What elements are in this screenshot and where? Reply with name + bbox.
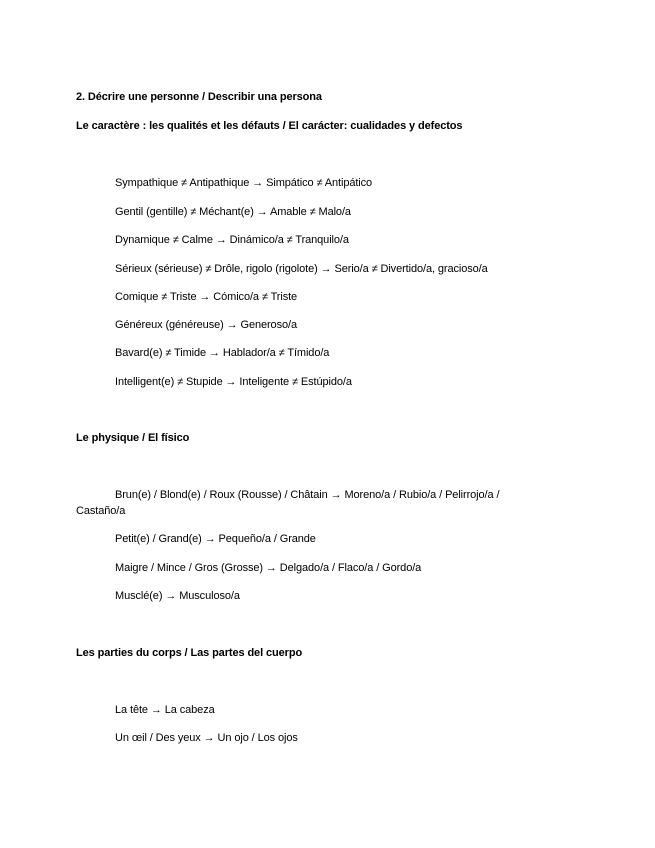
caractere-item: Intelligent(e) ≠ Stupide → Inteligente ≠ Estúpido/a [115, 376, 352, 388]
physique-item: Maigre / Mince / Gros (Grosse) → Delgado/a / Flaco/a / Gordo/a [115, 562, 422, 574]
caractere-item: Généreux (généreuse) → Generoso/a [115, 319, 297, 331]
caractere-item: Comique ≠ Triste → Cómico/a ≠ Triste [115, 291, 298, 303]
section-title: 2. Décrire une personne / Describir una persona [76, 91, 322, 103]
corps-item: La tête → La cabeza [115, 704, 215, 716]
caractere-item: Gentil (gentille) ≠ Méchant(e) → Amable ≠ Malo/a [115, 206, 351, 218]
physique-heading: Le physique / El físico [76, 432, 190, 444]
corps-item: Un œil / Des yeux → Un ojo / Los ojos [115, 732, 298, 744]
physique-item: Petit(e) / Grand(e) → Pequeño/a / Grande [115, 533, 316, 545]
caractere-item: Dynamique ≠ Calme → Dinámico/a ≠ Tranquilo/a [115, 234, 349, 246]
caractere-item: Sérieux (sérieuse) ≠ Drôle, rigolo (rigolote) → Serio/a ≠ Divertido/a, gracioso/a [115, 263, 488, 275]
caractere-item: Sympathique ≠ Antipathique → Simpático ≠ Antipático [115, 177, 373, 189]
caractere-heading: Le caractère : les qualités et les défauts / El carácter: cualidades y defectos [76, 120, 463, 132]
corps-heading: Les parties du corps / Las partes del cuerpo [76, 647, 303, 659]
caractere-item: Bavard(e) ≠ Timide → Hablador/a ≠ Tímido/a [115, 347, 330, 359]
physique-item-line2: Castaño/a [76, 505, 126, 517]
physique-item: Musclé(e) → Musculoso/a [115, 590, 240, 602]
physique-item-line1: Brun(e) / Blond(e) / Roux (Rousse) / Châtain → Moreno/a / Rubio/a / Pelirrojo/a / [115, 489, 500, 501]
